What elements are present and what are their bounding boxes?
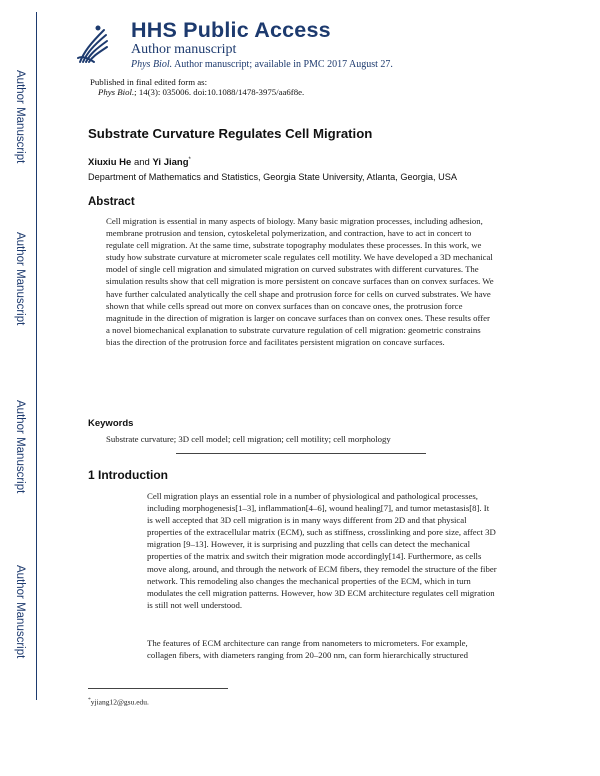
journal-name: Phys Biol. — [131, 59, 173, 70]
affiliation: Department of Mathematics and Statistics, Georgia State University, Atlanta, Georgia, USA — [88, 172, 458, 182]
author-list — [88, 157, 191, 168]
paper-title: Substrate Curvature Regulates Cell Migration — [88, 126, 373, 141]
sidebar-label: Author Manuscript — [14, 400, 26, 494]
author-manuscript-label: Author manuscript — [131, 42, 237, 57]
introduction-heading: 1 Introduction — [88, 468, 168, 482]
citation-journal: Phys Biol. — [98, 87, 135, 97]
hhs-eagle-icon — [74, 22, 112, 66]
footnote — [88, 697, 149, 707]
section-divider — [176, 453, 426, 454]
sidebar-rule — [36, 12, 37, 700]
footnote-email: yjiang12@gsu.edu. — [90, 697, 149, 707]
citation-details: ; 14(3): 035006. doi:10.1088/1478-3975/aa6f8e. — [134, 87, 305, 97]
abstract-text: Cell migration is essential in many aspects of biology. Many basic migration processes, including adhesion, membrane protrusion and tension, cytoskeletal polymerization, and contraction, have to act in concert to regulate cell migration. At the same time, substrate topography modulates these processes. In this work, we study how substrate curvature at micrometer scale regulates cell motility. We have developed a 3D mechanical model of single cell migration and simulated migration on curved substrates with different curvatures. The simulation results show that cell migration is more persistent on concave surfaces than on convex surfaces. We have further calculated analytically the cell shape and protrusion force for cells on curved substrates. We have shown that while cells spread out more on convex surfaces than on concave ones, the protrusion force magnitude in the direction of migration is larger on concave surfaces than on convex ones. These results offer a novel biomechanical explanation to substrate curvature regulation of cell migration: geometric constrains bias the direction of the protrusion force and facilitates persistent migration on concave surfaces. — [106, 216, 494, 347]
corresponding-mark: * — [188, 157, 191, 163]
hhs-title: HHS Public Access — [131, 18, 331, 42]
author-conjunction: and — [133, 157, 150, 169]
keywords-text: Substrate curvature; 3D cell model; cell migration; cell motility; cell morphology — [106, 434, 391, 444]
footnote-mark: * — [88, 697, 91, 703]
journal-availability — [131, 59, 393, 70]
sidebar-label: Author Manuscript — [14, 232, 26, 326]
author-name: Yi Jiang — [152, 157, 189, 169]
availability-note: Author manuscript; available in PMC 2017 August 27. — [174, 59, 393, 70]
sidebar-label: Author Manuscript — [14, 70, 26, 164]
citation — [98, 87, 304, 97]
sidebar-label: Author Manuscript — [14, 565, 26, 659]
keywords-heading: Keywords — [88, 418, 134, 429]
abstract-heading: Abstract — [88, 196, 135, 208]
author-name: Xiuxiu He — [88, 157, 132, 169]
introduction-paragraph: Cell migration plays an essential role in a number of physiological and pathological processes, including morphogenesis[1–3], inflammation[4–6], wound healing[7], and tumor metastasis[8]. It is well accepted that 3D cell migration is in many ways different from 2D and that physical properties of the extracellular matrix (ECM), such as stiffness, crosslinking and pore size, affect 3D migration [9–13]. However, it is surprising and puzzling that cells can detect the mechanical properties of the matrix and switch their migration mode accordingly[14]. Furthermore, as cells move along, around, and through the network of ECM fibers, they remodel the structure of the fiber network. This remodeling also changes the mechanical properties of the ECM, which in turn modulates the cell migration patterns. However, how 3D ECM architecture regulates cell migration is still not well understood. — [147, 491, 497, 610]
footnote-divider — [88, 688, 228, 689]
published-label: Published in final edited form as: — [90, 77, 208, 87]
introduction-paragraph: The features of ECM architecture can range from nanometers to micrometers. For example, collagen fibers, with diameters ranging from 20–200 nm, can form hierarchically structured — [147, 638, 468, 661]
